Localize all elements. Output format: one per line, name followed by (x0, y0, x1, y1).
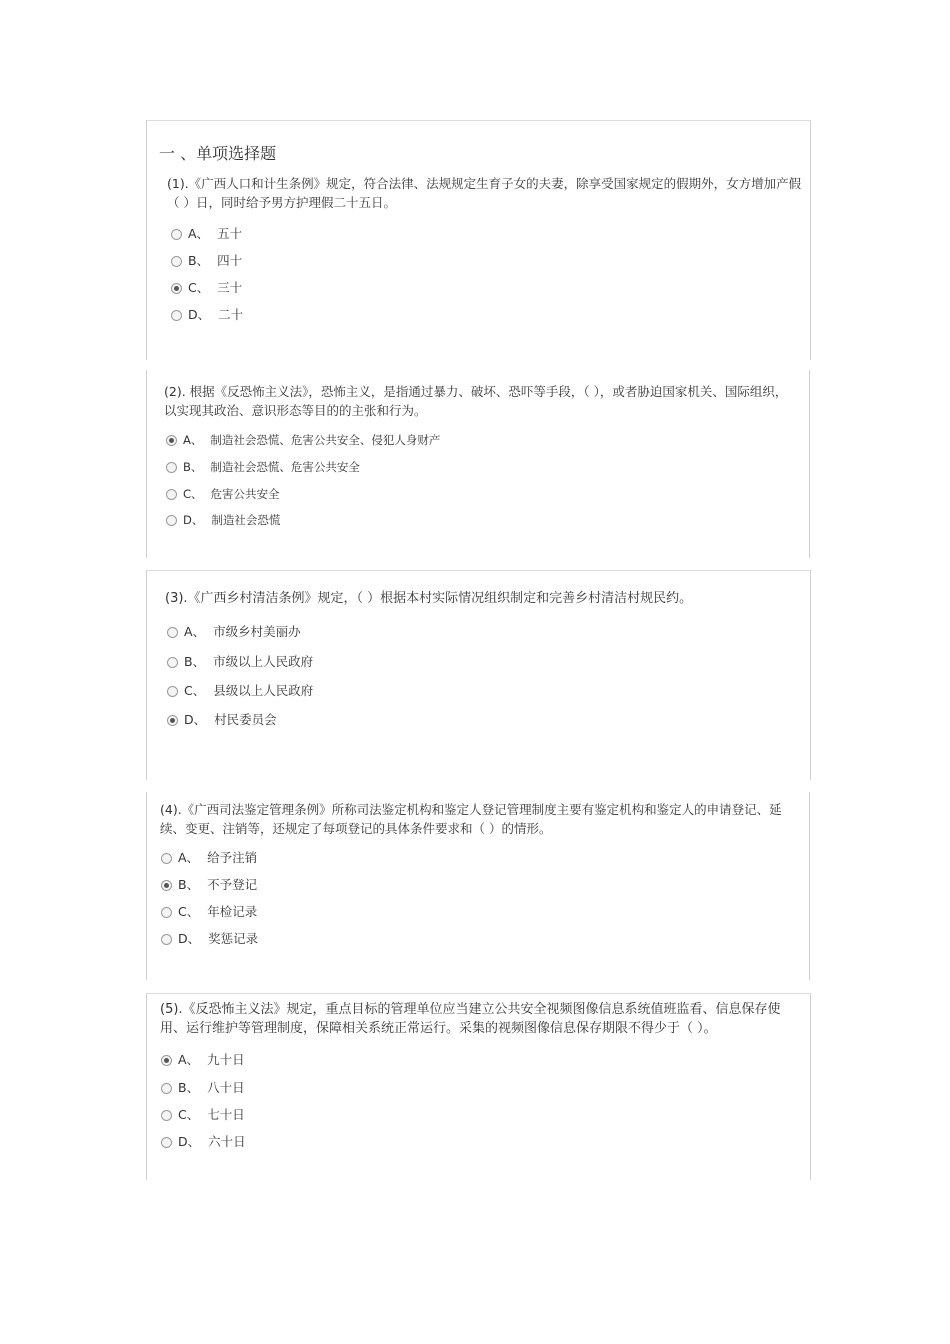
question-card-1 (146, 120, 811, 360)
question-text-3: (3).《广西乡村清洁条例》规定，（ ）根据本村实际情况组织制定和完善乡村清洁村规民约。 (165, 591, 693, 606)
option-4a[interactable] (161, 850, 257, 866)
question-text-2: (2). 根据《反恐怖主义法》，恐怖主义，是指通过暴力、破坏、恐吓等手段，（ ），或者胁迫国家机关、国际组织，以实现其政治、意识形态等目的的主张和行为。 (164, 384, 788, 418)
radio-button[interactable] (167, 657, 178, 668)
option-key: D、 (183, 513, 204, 527)
option-key: A、 (188, 226, 210, 241)
option-5d[interactable] (161, 1134, 246, 1150)
radio-button-checked[interactable] (161, 1055, 172, 1066)
option-key: B、 (178, 1080, 200, 1095)
question-card-2 (146, 370, 810, 558)
radio-button[interactable] (166, 515, 177, 526)
option-label: 制造社会恐慌、危害公共安全 (210, 460, 360, 474)
radio-button[interactable] (171, 256, 182, 267)
option-label: 八十日 (207, 1080, 245, 1095)
radio-button-checked[interactable] (167, 715, 178, 726)
question-text-5: (5).《反恐怖主义法》规定，重点目标的管理单位应当建立公共安全视频图像信息系统值班监看、信息保存使用、运行维护等管理制度，保障相关系统正常运行。采集的视频图像信息保存期限不得少于（ ）。 (160, 1002, 781, 1036)
question-text-1: (1).《广西人口和计生条例》规定，符合法律、法规规定生育子女的夫妻，除享受国家规定的假期外，女方增加产假（ ）日，同时给予男方护理假二十五日。 (167, 176, 802, 210)
radio-button[interactable] (167, 686, 178, 697)
section-title: 一 、单项选择题 (159, 144, 277, 163)
option-key: A、 (184, 624, 206, 639)
option-label: 奖惩记录 (208, 931, 259, 946)
option-key: D、 (188, 307, 211, 322)
option-label: 三十 (217, 280, 243, 295)
option-key: C、 (183, 487, 203, 501)
option-key: A、 (178, 1052, 200, 1067)
option-2b[interactable] (166, 459, 360, 475)
option-1d[interactable] (171, 307, 243, 323)
option-3b[interactable] (167, 654, 313, 670)
option-key: B、 (183, 460, 203, 474)
question-card-5 (146, 993, 811, 1180)
option-label: 四十 (217, 253, 243, 268)
radio-button[interactable] (161, 907, 172, 918)
radio-button[interactable] (166, 462, 177, 473)
option-label: 制造社会恐慌、危害公共安全、侵犯人身财产 (210, 433, 441, 447)
option-key: C、 (178, 1107, 200, 1122)
option-label: 七十日 (207, 1107, 245, 1122)
radio-button[interactable] (171, 229, 182, 240)
option-label: 九十日 (207, 1052, 245, 1067)
option-2a[interactable] (166, 432, 440, 448)
option-5c[interactable] (161, 1107, 245, 1123)
option-label: 制造社会恐慌 (211, 513, 281, 527)
option-key: A、 (178, 850, 200, 865)
option-key: C、 (188, 280, 210, 295)
option-label: 二十 (218, 307, 244, 322)
option-label: 市级以上人民政府 (213, 654, 314, 669)
radio-button[interactable] (161, 1137, 172, 1148)
radio-button[interactable] (161, 853, 172, 864)
option-2d[interactable] (166, 512, 280, 528)
radio-button[interactable] (161, 1110, 172, 1121)
option-3d[interactable] (167, 712, 277, 728)
option-4d[interactable] (161, 931, 258, 947)
option-label: 县级以上人民政府 (213, 683, 314, 698)
option-label: 不予登记 (207, 877, 258, 892)
radio-button-checked[interactable] (166, 435, 177, 446)
radio-button[interactable] (166, 489, 177, 500)
radio-button-checked[interactable] (161, 880, 172, 891)
option-label: 六十日 (208, 1134, 246, 1149)
option-key: B、 (184, 654, 206, 669)
radio-button[interactable] (171, 310, 182, 321)
option-label: 危害公共安全 (210, 487, 280, 501)
option-4b[interactable] (161, 877, 257, 893)
option-label: 年检记录 (207, 904, 258, 919)
option-3a[interactable] (167, 624, 301, 640)
option-1b[interactable] (171, 253, 242, 269)
question-text-4: (4).《广西司法鉴定管理条例》所称司法鉴定机构和鉴定人登记管理制度主要有鉴定机构和鉴定人的申请登记、延续、变更、注销等，还规定了每项登记的具体条件要求和（ ）的情形。 (160, 802, 782, 836)
option-key: D、 (178, 931, 201, 946)
option-key: D、 (184, 712, 207, 727)
option-4c[interactable] (161, 904, 257, 920)
option-1a[interactable] (171, 226, 242, 242)
option-5a[interactable] (161, 1052, 245, 1068)
radio-button[interactable] (167, 627, 178, 638)
option-label: 村民委员会 (214, 712, 277, 727)
option-key: B、 (188, 253, 210, 268)
radio-button[interactable] (161, 1083, 172, 1094)
option-key: D、 (178, 1134, 201, 1149)
option-1c[interactable] (171, 280, 242, 296)
radio-button[interactable] (161, 934, 172, 945)
option-2c[interactable] (166, 486, 280, 502)
question-card-3 (146, 570, 811, 780)
option-label: 市级乡村美丽办 (213, 624, 301, 639)
option-key: B、 (178, 877, 200, 892)
option-key: A、 (183, 433, 203, 447)
radio-button-checked[interactable] (171, 283, 182, 294)
option-key: C、 (178, 904, 200, 919)
option-label: 五十 (217, 226, 243, 241)
option-label: 给予注销 (207, 850, 258, 865)
option-5b[interactable] (161, 1080, 245, 1096)
option-3c[interactable] (167, 683, 313, 699)
option-key: C、 (184, 683, 206, 698)
question-card-4 (146, 792, 810, 980)
